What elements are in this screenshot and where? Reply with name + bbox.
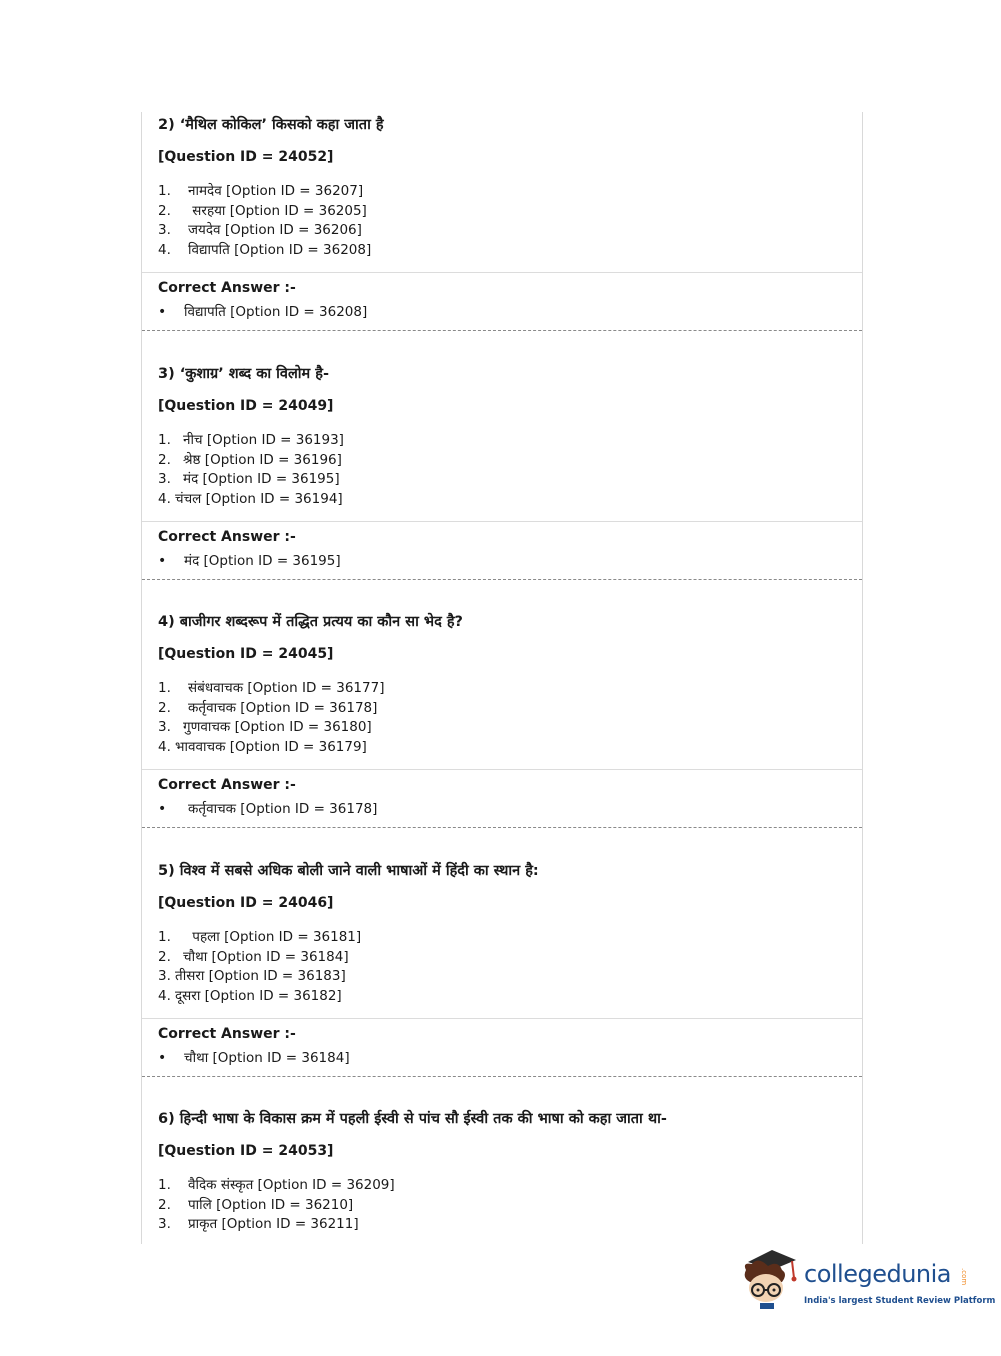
bullet-icon: • [158,801,167,817]
question-id: [Question ID = 24045] [158,646,334,662]
logo-wordmark: collegedunia [804,1260,952,1288]
option-item [158,927,361,945]
option-item [158,220,362,238]
option-item [158,1214,359,1232]
question-divider [142,330,862,331]
option-number: 1. [158,183,171,199]
option-text: दूसरा [Option ID = 36182] [175,988,342,1004]
question-divider [142,1076,862,1077]
section-divider [142,272,862,273]
question-title: 5) विश्व में सबसे अधिक बोली जाने वाली भाषाओं में हिंदी का स्थान है: [158,863,539,879]
option-number: 2. [158,700,171,716]
option-text: नामदेव [Option ID = 36207] [188,183,364,199]
option-number: 3. [158,471,171,487]
option-number: 4. [158,242,171,258]
option-item [158,430,344,448]
option-text: चंचल [Option ID = 36194] [175,491,343,507]
option-text: चौथा [Option ID = 36184] [183,949,349,965]
option-number: 3. [158,1216,171,1232]
question-divider [142,579,862,580]
option-item [158,240,371,258]
mascot-icon [738,1248,800,1310]
logo-dotcom: .com [960,1268,968,1286]
option-number: 4. [158,988,171,1004]
bullet-icon: • [158,304,167,320]
option-number: 1. [158,929,171,945]
option-text: पालि [Option ID = 36210] [188,1197,354,1213]
correct-answer-value [158,1048,350,1066]
option-text: श्रेष्ठ [Option ID = 36196] [183,452,342,468]
question-id: [Question ID = 24053] [158,1143,334,1159]
correct-answer-text: विद्यापति [Option ID = 36208] [184,304,368,320]
question-title: 4) बाजीगर शब्दरूप में तद्धित प्रत्यय का कौन सा भेद है? [158,614,463,630]
section-divider [142,521,862,522]
question-title: 2) ‘मैथिल कोकिल’ किसको कहा जाता है [158,117,384,133]
question-divider [142,827,862,828]
option-text: वैदिक संस्कृत [Option ID = 36209] [188,1177,395,1193]
option-text: गुणवाचक [Option ID = 36180] [183,719,372,735]
option-number: 2. [158,452,171,468]
option-number: 2. [158,1197,171,1213]
section-divider [142,1018,862,1019]
option-item [158,698,377,716]
option-number: 1. [158,432,171,448]
section-divider [142,769,862,770]
option-item [158,947,349,965]
option-number: 1. [158,680,171,696]
option-item [158,201,367,219]
option-item [158,1175,395,1193]
option-text: कर्तृवाचक [Option ID = 36178] [188,700,378,716]
question-id: [Question ID = 24052] [158,149,334,165]
option-text: संबंधवाचक [Option ID = 36177] [188,680,385,696]
correct-answer-label: Correct Answer :- [158,1026,296,1042]
correct-answer-value [158,551,341,569]
option-item [158,717,372,735]
option-text: जयदेव [Option ID = 36206] [188,222,362,238]
correct-answer-label: Correct Answer :- [158,777,296,793]
correct-answer-text: चौथा [Option ID = 36184] [184,1050,350,1066]
option-item [158,450,342,468]
correct-answer-value [158,799,377,817]
option-number: 1. [158,1177,171,1193]
bullet-icon: • [158,553,167,569]
option-number: 2. [158,203,171,219]
option-number: 2. [158,949,171,965]
option-item [158,1195,353,1213]
bullet-icon: • [158,1050,167,1066]
question-title: 3) ‘कुशाग्र’ शब्द का विलोम है- [158,366,329,382]
correct-answer-label: Correct Answer :- [158,280,296,296]
question-id: [Question ID = 24046] [158,895,334,911]
option-text: भाववाचक [Option ID = 36179] [175,739,367,755]
correct-answer-text: कर्तृवाचक [Option ID = 36178] [188,801,378,817]
correct-answer-label: Correct Answer :- [158,529,296,545]
option-item [158,737,367,755]
option-number: 3. [158,222,171,238]
correct-answer-value [158,302,367,320]
logo-tagline: India's largest Student Review Platform [804,1296,996,1306]
option-text: नीच [Option ID = 36193] [183,432,344,448]
question-title: 6) हिन्दी भाषा के विकास क्रम में पहली ईस्वी से पांच सौ ईस्वी तक की भाषा को कहा जाता था- [158,1111,667,1127]
collegedunia-logo [738,1248,996,1318]
option-item [158,181,363,199]
option-text: पहला [Option ID = 36181] [188,929,362,945]
option-number: 4. [158,739,171,755]
option-item [158,986,342,1004]
option-number: 3. [158,968,171,984]
option-number: 3. [158,719,171,735]
option-text: तीसरा [Option ID = 36183] [175,968,346,984]
question-id: [Question ID = 24049] [158,398,334,414]
option-text: सरहया [Option ID = 36205] [188,203,367,219]
option-text: विद्यापति [Option ID = 36208] [188,242,372,258]
option-item [158,966,346,984]
option-item [158,678,384,696]
option-text: प्राकृत [Option ID = 36211] [188,1216,359,1232]
option-text: मंद [Option ID = 36195] [183,471,340,487]
option-item [158,469,340,487]
option-item [158,489,343,507]
correct-answer-text: मंद [Option ID = 36195] [184,553,341,569]
question-paper-page [141,112,863,1244]
option-number: 4. [158,491,171,507]
